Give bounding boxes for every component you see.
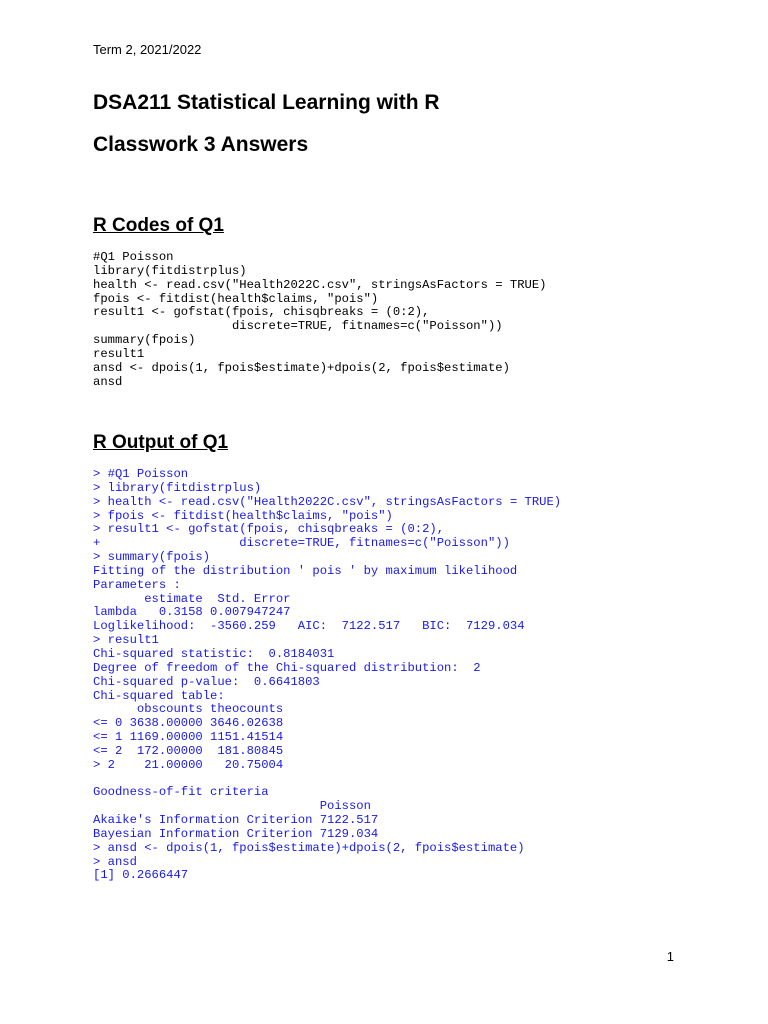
code-line: ansd <- dpois(1, fpois$estimate)+dpois(2, fpois$estimate) bbox=[93, 360, 510, 375]
output-line: Degree of freedom of the Chi-squared distribution: 2 bbox=[93, 660, 481, 675]
page-number: 1 bbox=[666, 949, 674, 964]
output-line: Bayesian Information Criterion 7129.034 bbox=[93, 826, 379, 841]
output-line: Chi-squared statistic: 0.8184031 bbox=[93, 646, 335, 661]
output-line: > health <- read.csv("Health2022C.csv", stringsAsFactors = TRUE) bbox=[93, 494, 562, 509]
output-line: > library(fitdistrplus) bbox=[93, 480, 262, 495]
code-line: #Q1 Poisson bbox=[93, 250, 174, 264]
output-line: <= 1 1169.00000 1151.41514 bbox=[93, 730, 284, 745]
output-line: obscounts theocounts bbox=[93, 702, 284, 717]
output-line: Parameters : bbox=[93, 577, 181, 592]
output-line: + discrete=TRUE, fitnames=c("Poisson")) bbox=[93, 536, 510, 551]
r-code-block bbox=[93, 251, 546, 389]
output-line: > result1 <- gofstat(fpois, chisqbreaks = (0:2), bbox=[93, 522, 445, 537]
output-line: > 2 21.00000 20.75004 bbox=[93, 757, 284, 772]
code-line: discrete=TRUE, fitnames=c("Poisson")) bbox=[93, 319, 503, 334]
code-line: health <- read.csv("Health2022C.csv", stringsAsFactors = TRUE) bbox=[93, 277, 547, 292]
document-subtitle: Classwork 3 Answers bbox=[93, 133, 309, 156]
output-line: Fitting of the distribution ' pois ' by maximum likelihood bbox=[93, 563, 518, 578]
output-line: > fpois <- fitdist(health$claims, "pois") bbox=[93, 508, 393, 523]
term-label: Term 2, 2021/2022 bbox=[93, 42, 202, 57]
output-line: estimate Std. Error bbox=[93, 591, 291, 606]
output-line: Loglikelihood: -3560.259 AIC: 7122.517 BIC: 7129.034 bbox=[93, 619, 525, 634]
output-line: > summary(fpois) bbox=[93, 550, 211, 565]
r-output-block bbox=[93, 468, 561, 883]
output-line: Goodness-of-fit criteria bbox=[93, 785, 269, 800]
code-line: ansd bbox=[93, 374, 123, 389]
code-line: result1 bbox=[93, 346, 145, 361]
r-codes-heading: R Codes of Q1 bbox=[93, 215, 224, 236]
output-line: > result1 bbox=[93, 633, 159, 648]
course-title: DSA211 Statistical Learning with R bbox=[93, 91, 440, 114]
output-line: Poisson bbox=[93, 799, 371, 814]
output-line: Akaike's Information Criterion 7122.517 bbox=[93, 813, 379, 828]
code-line: result1 <- gofstat(fpois, chisqbreaks = (0:2), bbox=[93, 305, 430, 320]
output-line: > #Q1 Poisson bbox=[93, 467, 189, 481]
output-line: lambda 0.3158 0.007947247 bbox=[93, 605, 291, 620]
output-line: > ansd <- dpois(1, fpois$estimate)+dpois(2, fpois$estimate) bbox=[93, 840, 525, 855]
output-line: Chi-squared table: bbox=[93, 688, 225, 703]
output-line: <= 0 3638.00000 3646.02638 bbox=[93, 716, 284, 731]
code-line: library(fitdistrplus) bbox=[93, 263, 247, 278]
r-output-heading: R Output of Q1 bbox=[93, 432, 229, 453]
output-line bbox=[93, 773, 561, 787]
output-line: <= 2 172.00000 181.80845 bbox=[93, 743, 284, 758]
code-line: summary(fpois) bbox=[93, 333, 196, 348]
output-line: [1] 0.2666447 bbox=[93, 868, 189, 883]
output-line: > ansd bbox=[93, 854, 137, 869]
output-line: Chi-squared p-value: 0.6641803 bbox=[93, 674, 320, 689]
code-line: fpois <- fitdist(health$claims, "pois") bbox=[93, 291, 379, 306]
